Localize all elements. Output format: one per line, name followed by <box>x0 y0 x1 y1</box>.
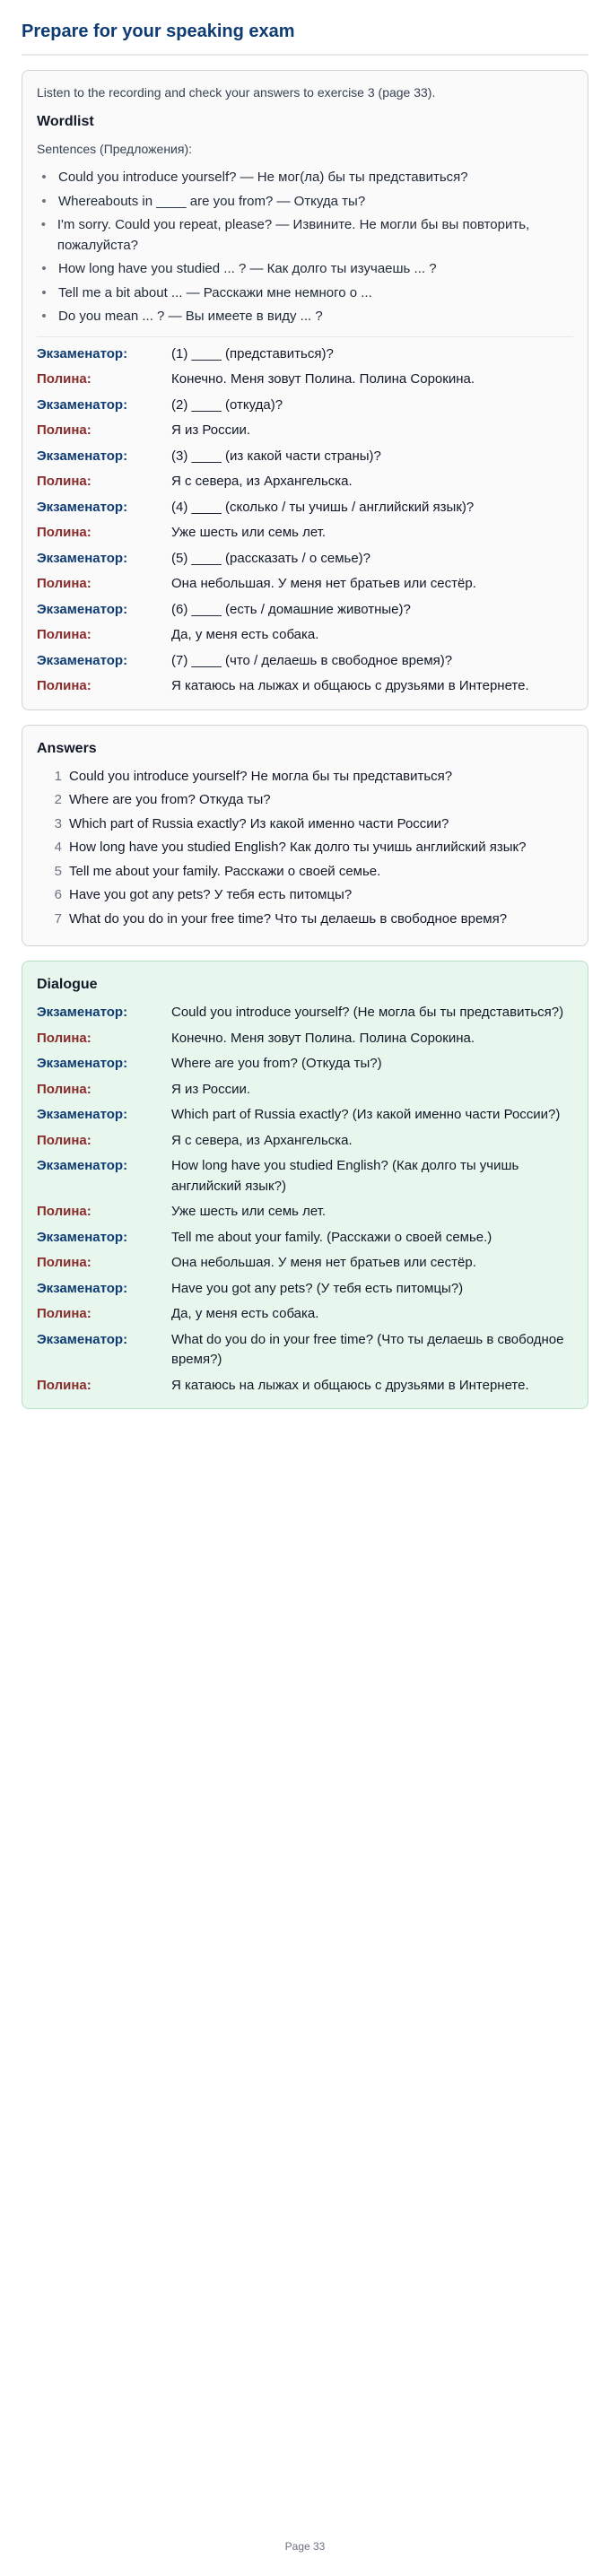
dialog-line <box>37 1202 573 1223</box>
dialog-text: Could you introduce yourself? (Не могла бы ты представиться?) <box>171 1005 564 1020</box>
dialog-line <box>37 1029 573 1049</box>
page-title: Prepare for your speaking exam <box>22 22 295 41</box>
dialog-line <box>37 1253 573 1274</box>
answer-text: Tell me about your family. Расскажи о своей семье. <box>69 863 381 879</box>
dialog-text: (4) ____ (сколько / ты учишь / английский язык)? <box>171 499 475 515</box>
speaker-label: Полина: <box>37 1255 92 1270</box>
dialog-line <box>37 1330 573 1371</box>
dialog-text: (3) ____ (из какой части страны)? <box>171 448 381 464</box>
answer-item <box>37 790 573 811</box>
speaker-label: Экзаменатор: <box>37 1056 128 1071</box>
dialog-line <box>37 1003 573 1023</box>
dialog-text: Which part of Russia exactly? (Из какой именно части России?) <box>171 1107 561 1122</box>
dialog-line <box>37 421 573 441</box>
dialog-text: (6) ____ (есть / домашние животные)? <box>171 601 411 617</box>
sentence-text: Tell me a bit about ... — Расскажи мне немного о ... <box>58 284 372 300</box>
dialog-text: Я из России. <box>171 422 251 438</box>
dialog-text: Where are you from? (Откуда ты?) <box>171 1056 382 1071</box>
sentence-item <box>37 259 573 280</box>
dialog-text: Уже шесть или семь лет. <box>171 1204 327 1219</box>
answer-number: 6 <box>54 887 62 902</box>
speaker-label: Полина: <box>37 474 92 489</box>
speaker-label: Полина: <box>37 525 92 540</box>
speaker-label: Экзаменатор: <box>37 601 128 617</box>
speaker-label: Экзаменатор: <box>37 550 128 566</box>
speaker-label: Полина: <box>37 678 92 693</box>
speaker-label: Экзаменатор: <box>37 652 128 668</box>
answer-text: Could you introduce yourself? Не могла бы ты представиться? <box>69 768 453 784</box>
dialog-line <box>37 1304 573 1325</box>
speaker-label: Экзаменатор: <box>37 448 128 464</box>
dialog-text: Я катаюсь на лыжах и общаюсь с друзьями в Интернете. <box>171 1377 529 1393</box>
answers-title: Answers <box>37 740 97 756</box>
speaker-label: Экзаменатор: <box>37 345 128 361</box>
dialog-text: Have you got any pets? (У тебя есть питомцы?) <box>171 1280 464 1296</box>
answers-section <box>22 725 588 947</box>
dialog-line <box>37 1105 573 1126</box>
dialog-full-title: Dialogue <box>37 977 98 992</box>
answer-item <box>37 909 573 930</box>
task-instructions: Listen to the recording and check your answers to exercise 3 (page 33). <box>37 85 436 100</box>
answer-item <box>37 838 573 858</box>
sentence-item <box>37 283 573 304</box>
bullet-icon: • <box>41 309 47 324</box>
speaker-label: Экзаменатор: <box>37 1107 128 1122</box>
dialog-line <box>37 523 573 544</box>
speaker-label: Полина: <box>37 1377 92 1393</box>
dialog-line <box>37 1054 573 1075</box>
dialog-line <box>37 472 573 492</box>
dialog-text: (5) ____ (рассказать / о семье)? <box>171 550 371 566</box>
dialog-line <box>37 1279 573 1300</box>
dialog-text: What do you do in your free time? (Что ты делаешь в свободное время?) <box>171 1331 564 1367</box>
dialog-text: Я из России. <box>171 1081 251 1097</box>
dialog-text: Я катаюсь на лыжах и общаюсь с друзьями в Интернете. <box>171 678 529 693</box>
answer-item <box>37 814 573 835</box>
dialog-line <box>37 600 573 621</box>
dialog-text: Конечно. Меня зовут Полина. Полина Сорокина. <box>171 371 475 387</box>
dialog-text: Да, у меня есть собака. <box>171 1306 319 1321</box>
speaker-label: Полина: <box>37 1081 92 1097</box>
sentence-item <box>37 307 573 327</box>
answer-item <box>37 767 573 788</box>
dialog-prompts <box>37 344 573 697</box>
dialog-text: How long have you studied English? (Как долго ты учишь английский язык?) <box>171 1158 519 1194</box>
sentence-item <box>37 215 573 256</box>
separator <box>37 336 573 337</box>
task-section <box>22 70 588 710</box>
answer-item <box>37 885 573 906</box>
answer-text: What do you do in your free time? Что ты делаешь в свободное время? <box>69 910 508 927</box>
dialog-line <box>37 344 573 365</box>
dialog-line <box>37 625 573 646</box>
speaker-label: Экзаменатор: <box>37 1331 128 1347</box>
answer-number: 2 <box>54 792 62 807</box>
dialog-text: Конечно. Меня зовут Полина. Полина Сорокина. <box>171 1030 475 1046</box>
speaker-label: Полина: <box>37 1306 92 1321</box>
bullet-icon: • <box>40 217 47 232</box>
dialog-line <box>37 396 573 416</box>
dialog-text: Уже шесть или семь лет. <box>171 525 327 540</box>
dialog-line <box>37 370 573 390</box>
dialog-text: Tell me about your family. (Расскажи о своей семье.) <box>171 1229 492 1245</box>
dialog-line <box>37 676 573 697</box>
speaker-label: Полина: <box>37 1132 92 1148</box>
answer-item <box>37 862 573 883</box>
answer-text: Where are you from? Откуда ты? <box>69 792 271 807</box>
wordlist-title: Wordlist <box>37 114 94 129</box>
sentence-text: Do you mean ... ? — Вы имеете в виду ... ? <box>58 309 323 324</box>
sentence-item <box>37 192 573 213</box>
speaker-label: Экзаменатор: <box>37 1158 128 1173</box>
answer-number: 1 <box>54 768 62 784</box>
answer-text: Which part of Russia exactly? Из какой именно части России? <box>69 815 449 831</box>
answer-text: Have you got any pets? У тебя есть питомцы? <box>69 887 353 902</box>
dialog-line <box>37 574 573 595</box>
dialog-line <box>37 447 573 467</box>
dialog-full-section <box>22 961 588 1409</box>
dialog-line <box>37 1080 573 1101</box>
dialog-text: Она небольшая. У меня нет братьев или сестёр. <box>171 1255 476 1270</box>
answers-list <box>37 767 573 930</box>
dialog-text: (7) ____ (что / делаешь в свободное время)? <box>171 652 453 668</box>
footer-note: Page 33 <box>284 2540 326 2553</box>
dialog-full <box>37 1003 573 1396</box>
speaker-label: Полина: <box>37 422 92 438</box>
dialog-text: (2) ____ (откуда)? <box>171 396 283 413</box>
speaker-label: Экзаменатор: <box>37 1280 128 1296</box>
speaker-label: Экзаменатор: <box>37 1229 128 1245</box>
dialog-line <box>37 549 573 570</box>
answer-number: 5 <box>54 863 62 879</box>
speaker-label: Полина: <box>37 627 92 642</box>
answer-number: 3 <box>54 815 62 831</box>
sentence-text: Could you introduce yourself? — Не мог(ла) бы ты представиться? <box>58 170 468 185</box>
dialog-line <box>37 1156 573 1197</box>
bullet-icon: • <box>41 170 47 185</box>
bullet-icon: • <box>41 193 47 209</box>
dialog-text: Она небольшая. У меня нет братьев или сестёр. <box>171 576 476 591</box>
bullet-icon: • <box>41 261 47 276</box>
sentence-item <box>37 168 573 188</box>
speaker-label: Экзаменатор: <box>37 499 128 515</box>
speaker-label: Полина: <box>37 1204 92 1219</box>
answer-number: 4 <box>54 840 62 855</box>
dialog-line <box>37 1131 573 1152</box>
page-header <box>22 18 588 56</box>
page-footer <box>22 2538 588 2554</box>
answer-text: How long have you studied English? Как долго ты учишь английский язык? <box>69 840 527 855</box>
dialog-line <box>37 498 573 518</box>
dialog-text: Я с севера, из Архангельска. <box>171 474 353 489</box>
dialog-text: Да, у меня есть собака. <box>171 627 319 642</box>
speaker-label: Полина: <box>37 371 92 387</box>
speaker-label: Экзаменатор: <box>37 396 128 413</box>
sentence-text: How long have you studied ... ? — Как долго ты изучаешь ... ? <box>58 261 437 276</box>
dialog-line <box>37 1376 573 1397</box>
dialog-text: (1) ____ (представиться)? <box>171 345 334 361</box>
dialog-text: Я с севера, из Архангельска. <box>171 1132 353 1148</box>
answer-number: 7 <box>54 910 62 927</box>
sentences-title: Sentences (Предложения): <box>37 142 192 156</box>
bullet-icon: • <box>41 284 47 300</box>
speaker-label: Экзаменатор: <box>37 1005 128 1020</box>
sentences-list <box>37 168 573 327</box>
sentence-text: Whereabouts in ____ are you from? — Откуда ты? <box>58 193 366 209</box>
speaker-label: Полина: <box>37 576 92 591</box>
dialog-line <box>37 651 573 672</box>
sentence-text: I'm sorry. Could you repeat, please? — Извините. Не могли бы вы повторить, пожалуйста? <box>57 217 530 253</box>
speaker-label: Полина: <box>37 1030 92 1046</box>
dialog-line <box>37 1228 573 1249</box>
